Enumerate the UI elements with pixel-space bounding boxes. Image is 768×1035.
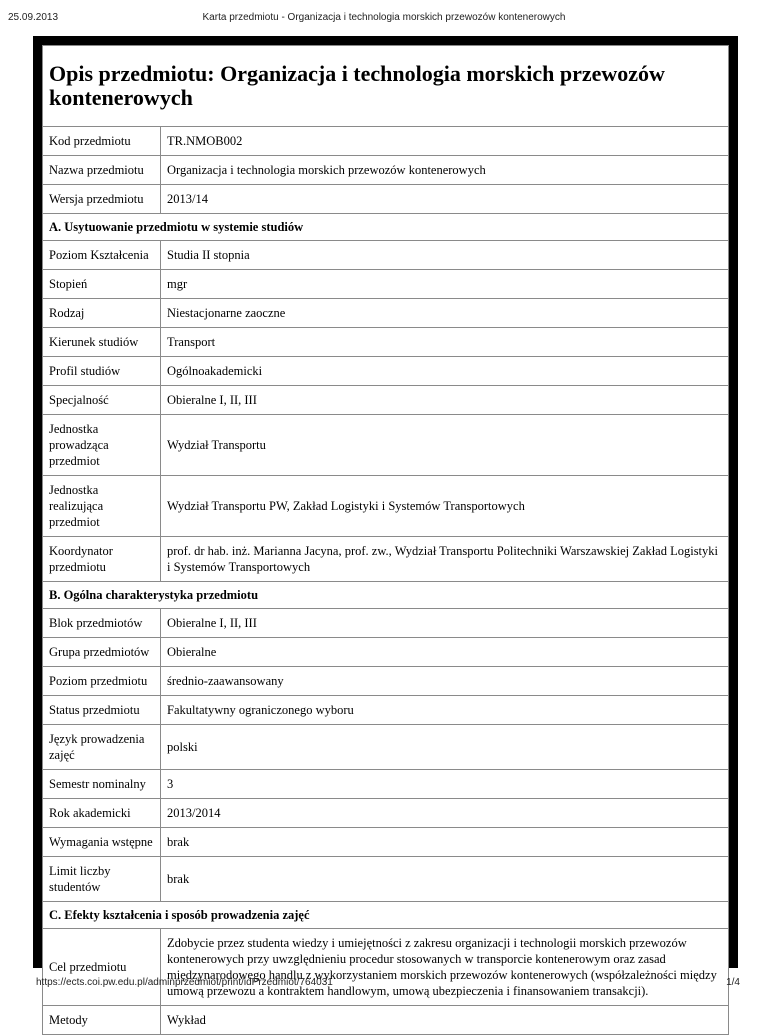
row-label: Nazwa przedmiotu [43, 156, 161, 185]
print-date: 25.09.2013 [8, 12, 59, 23]
page-number: 1/4 [726, 977, 740, 988]
row-value: Ogólnoakademicki [161, 357, 729, 386]
row-label: Kod przedmiotu [43, 127, 161, 156]
row-value: 3 [161, 770, 729, 799]
print-footer [0, 968, 768, 994]
row-value: Zdobycie przez studenta wiedzy i umiejętności z zakresu organizacji i technologii morskich przewozów kontenerowych przy uwzględnieniu procedur stosowanych w transporcie kontenerowym oraz zasad międzynarodowego handlu z wykorzystaniem morskich przewozów kontenerowych (współzależności między umową przewozu a kontraktem handlowym, umową ubezpieczenia i finansowaniem transakcji). [161, 929, 729, 1006]
table-row [43, 609, 729, 638]
row-label: Jednostka realizująca przedmiot [43, 476, 161, 537]
row-value: Studia II stopnia [161, 241, 729, 270]
table-row [43, 799, 729, 828]
row-value: Obieralne I, II, III [161, 609, 729, 638]
row-label: Blok przedmiotów [43, 609, 161, 638]
row-value: prof. dr hab. inż. Marianna Jacyna, prof. zw., Wydział Transportu Politechniki Warszawskiej Zakład Logistyki i Systemów Transportowych [161, 537, 729, 582]
table-row [43, 156, 729, 185]
row-label: Profil studiów [43, 357, 161, 386]
row-label: Semestr nominalny [43, 770, 161, 799]
row-label: Stopień [43, 270, 161, 299]
row-value: Obieralne [161, 638, 729, 667]
table-row [43, 386, 729, 415]
row-value: 2013/2014 [161, 799, 729, 828]
table-row [43, 185, 729, 214]
row-value: Wydział Transportu [161, 415, 729, 476]
row-label: Poziom przedmiotu [43, 667, 161, 696]
table-row [43, 357, 729, 386]
table-row [43, 127, 729, 156]
section-heading-a: A. Usytuowanie przedmiotu w systemie studiów [43, 214, 729, 241]
table-row [43, 270, 729, 299]
row-label: Limit liczby studentów [43, 857, 161, 902]
row-label: Wymagania wstępne [43, 828, 161, 857]
table-row [43, 476, 729, 537]
table-row [43, 328, 729, 357]
row-label: Rok akademicki [43, 799, 161, 828]
row-label: Cel przedmiotu [43, 929, 161, 1006]
row-value: polski [161, 725, 729, 770]
row-value: Wydział Transportu PW, Zakład Logistyki i Systemów Transportowych [161, 476, 729, 537]
row-label: Wersja przedmiotu [43, 185, 161, 214]
row-value: średnio-zaawansowany [161, 667, 729, 696]
row-value: mgr [161, 270, 729, 299]
table-row [43, 1006, 729, 1035]
row-value: Obieralne I, II, III [161, 386, 729, 415]
table-row [43, 537, 729, 582]
print-header [0, 0, 768, 30]
table-row [43, 415, 729, 476]
table-row [43, 770, 729, 799]
table-row [43, 638, 729, 667]
row-value: brak [161, 857, 729, 902]
table-row [43, 696, 729, 725]
row-value: TR.NMOB002 [161, 127, 729, 156]
section-heading-c: C. Efekty kształcenia i sposób prowadzenia zajęć [43, 902, 729, 929]
table-row [43, 725, 729, 770]
section-heading-b: B. Ogólna charakterystyka przedmiotu [43, 582, 729, 609]
table-row [43, 299, 729, 328]
row-label: Kierunek studiów [43, 328, 161, 357]
print-title: Karta przedmiotu - Organizacja i technologia morskich przewozów kontenerowych [202, 12, 566, 23]
row-label: Poziom Kształcenia [43, 241, 161, 270]
row-label: Status przedmiotu [43, 696, 161, 725]
page-title: Opis przedmiotu: Organizacja i technologia morskich przewozów kontenerowych [43, 46, 729, 127]
table-row [43, 667, 729, 696]
table-row [43, 241, 729, 270]
row-label: Metody [43, 1006, 161, 1035]
row-label: Jednostka prowadząca przedmiot [43, 415, 161, 476]
course-description-table [42, 45, 729, 1035]
row-label: Koordynator przedmiotu [43, 537, 161, 582]
row-label: Rodzaj [43, 299, 161, 328]
row-value: Niestacjonarne zaoczne [161, 299, 729, 328]
row-value: Organizacja i technologia morskich przewozów kontenerowych [161, 156, 729, 185]
row-value: brak [161, 828, 729, 857]
table-row [43, 857, 729, 902]
row-label: Grupa przedmiotów [43, 638, 161, 667]
row-value: Wykład [161, 1006, 729, 1035]
print-url: https://ects.coi.pw.edu.pl/adminprzedmiot/print/idPrzedmiot/764031 [36, 977, 333, 988]
row-label: Specjalność [43, 386, 161, 415]
row-value: Transport [161, 328, 729, 357]
row-value: 2013/14 [161, 185, 729, 214]
row-label: Język prowadzenia zajęć [43, 725, 161, 770]
row-value: Fakultatywny ograniczonego wyboru [161, 696, 729, 725]
table-row [43, 828, 729, 857]
